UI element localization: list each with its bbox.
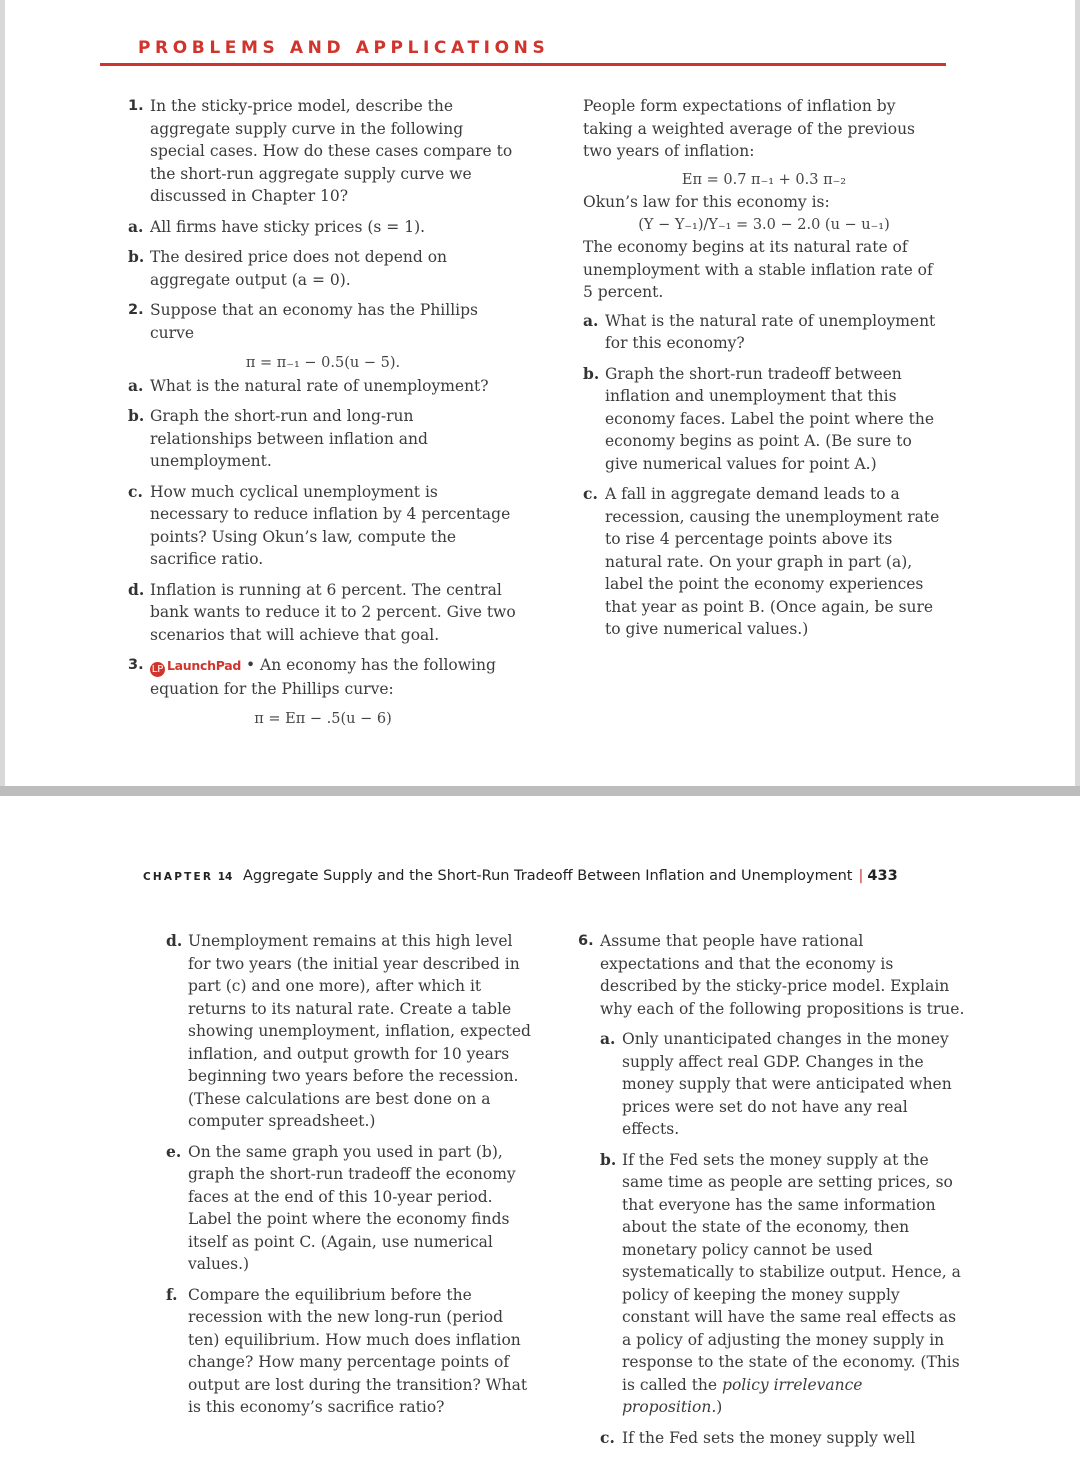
problem-3 — [128, 654, 518, 700]
problem-2a — [128, 375, 518, 398]
part-text-main: If the Fed sets the money supply at the same time as people are setting prices, so that everyone has the same information about the state of the economy, then monetary policy cannot be used systematically to stabilize output. Hence, a policy of keeping the money supply constant will have the same real effects as a policy of adjusting the money supply in response to the state of the economy. (This is called the — [622, 1150, 961, 1394]
part-text: Only unanticipated changes in the money supply affect real GDP. Changes in the money supply that were anticipated when prices were set do not have any real effects. — [622, 1030, 952, 1138]
part-letter: a. — [128, 216, 144, 236]
phillips-equation: π = π₋₁ − 0.5(u − 5). — [245, 355, 401, 371]
section-title: PROBLEMS AND APPLICATIONS — [138, 38, 550, 58]
part-letter: b. — [600, 1149, 617, 1169]
problem-6c — [600, 1427, 966, 1450]
part-text: Inflation is running at 6 percent. The central bank wants to reduce it to 2 percent. Give two scenarios that will achieve that goal. — [150, 580, 516, 644]
launchpad-label[interactable]: LaunchPad — [167, 658, 242, 673]
part-text: Graph the short-run and long-run relationships between inflation and unemployment. — [150, 407, 428, 470]
expectations-text: People form expectations of inflation by taking a weighted average of the previous two years of inflation: — [583, 97, 916, 160]
part-letter: c. — [600, 1427, 615, 1447]
part-text: What is the natural rate of unemployment? — [150, 376, 489, 395]
chapter-title: Aggregate Supply and the Short-Run Tradeoff Between Inflation and Unemployment — [242, 868, 853, 884]
phillips-equation-3: π = Eπ − .5(u − 6) — [254, 711, 392, 727]
page2-left-column — [166, 930, 534, 1427]
problem-number: 6. — [578, 933, 594, 949]
part-letter: f. — [166, 1284, 178, 1304]
policy-irrelevance-term: policy irrelevance proposition. — [622, 1375, 863, 1416]
problem-text — [150, 654, 518, 700]
part-letter: a. — [583, 310, 599, 330]
part-text: If the Fed sets the money supply well — [622, 1428, 916, 1447]
chapter-label: CHAPTER — [143, 871, 214, 883]
problem-text: Assume that people have rational expectations and that the economy is described by the sticky-price model. Explain why each of the following propositions is true. — [600, 932, 965, 1018]
part-letter: b. — [128, 406, 145, 425]
part-letter: a. — [600, 1029, 616, 1048]
page-separator — [0, 786, 1080, 796]
page-number: 433 — [867, 868, 898, 884]
launchpad-icon: LP — [151, 664, 164, 675]
problem-3b — [583, 363, 945, 476]
okun-intro: Okun’s law for this economy is: — [583, 193, 830, 211]
part-letter: d. — [166, 931, 183, 950]
part-letter: b. — [583, 363, 600, 383]
economy-begins-text: The economy begins at its natural rate of unemployment with a stable inflation rate of 5 percent. — [583, 238, 933, 301]
problem-number: 2. — [128, 302, 144, 318]
part-text: On the same graph you used in part (b), graph the short-run tradeoff the economy faces at the end of this 10-year period. Label the point where the economy finds itself as point C. (Again, use numerical values.) — [188, 1142, 516, 1273]
textbook-page-lower — [0, 796, 1080, 1447]
part-text: The desired price does not depend on aggregate output (a = 0). — [150, 248, 448, 289]
problem-number: 1. — [128, 98, 144, 114]
chapter-header — [143, 868, 898, 884]
page2-right-column — [578, 930, 966, 1457]
problem-6 — [578, 930, 966, 1020]
part-letter: d. — [128, 579, 145, 599]
part-text: All firms have sticky prices (s = 1). — [150, 217, 426, 236]
page1-left-column — [128, 95, 518, 731]
problem-text: Suppose that an economy has the Phillips curve — [150, 301, 479, 342]
part-letter: a. — [128, 375, 144, 395]
closing-paren: ) — [716, 1398, 723, 1416]
chapter-number: 14 — [217, 871, 233, 883]
problem-6b — [600, 1149, 966, 1419]
problem-1 — [128, 95, 518, 208]
part-text — [622, 1149, 966, 1419]
problem-number: 3. — [128, 657, 144, 673]
problem-3e — [166, 1141, 534, 1276]
problem-2 — [128, 299, 518, 344]
part-text: Unemployment remains at this high level for two years (the initial year described in part (c) and one more), after which it returns to its natural rate. Create a table showing unemployment, inflation, expected inflation, and output growth for 10 years beginning two years before the recession. (These calculations are best done on a computer spreadsheet.) — [188, 932, 531, 1130]
part-text: A fall in aggregate demand leads to a recession, causing the unemployment rate to rise 4 percentage points above its natural rate. On your graph in part (a), label the point the economy experiences that year as point B. (Once again, be sure to give numerical values.) — [605, 485, 940, 638]
problem-3a — [583, 310, 945, 355]
part-text: What is the natural rate of unemployment for this economy? — [605, 311, 936, 352]
header-divider: | — [858, 868, 864, 884]
okun-equation: (Y − Y₋₁)/Y₋₁ = 3.0 − 2.0 (u − u₋₁) — [638, 216, 890, 233]
section-title-rule — [100, 63, 946, 66]
problem-3d — [166, 930, 534, 1133]
problem-3f — [166, 1284, 534, 1419]
problem-1b — [128, 246, 518, 291]
problem-1a — [128, 216, 518, 239]
expectations-equation: Eπ = 0.7 π₋₁ + 0.3 π₋₂ — [681, 171, 847, 188]
part-letter: c. — [128, 481, 143, 501]
part-letter: b. — [128, 247, 145, 266]
part-text: Graph the short-run tradeoff between inflation and unemployment that this economy faces. Label the point where the economy begins as point A. (Be sure to give numerical values for point A.) — [605, 364, 935, 473]
problem-2b — [128, 405, 518, 473]
problem-text: In the sticky-price model, describe the aggregate supply curve in the following special cases. How do these cases compare to the short-run aggregate supply curve we discussed in Chapter 10? — [150, 97, 513, 205]
part-letter: c. — [583, 484, 598, 503]
part-text: Compare the equilibrium before the recession with the new long-run (period ten) equilibrium. How much does inflation change? How many percentage points of output are lost during the transition? What is this economy’s sacrifice ratio? — [188, 1285, 528, 1416]
part-letter: e. — [166, 1141, 182, 1161]
problem-3-intro: • An economy has the following equation for the Phillips curve: — [150, 656, 496, 698]
problem-2d — [128, 579, 518, 647]
problem-2c — [128, 481, 518, 571]
part-text: How much cyclical unemployment is necessary to reduce inflation by 4 percentage points? Using Okun’s law, compute the sacrifice ratio. — [150, 482, 511, 568]
page1-right-column — [583, 95, 945, 649]
problem-6a — [600, 1028, 966, 1141]
problem-3c — [583, 483, 945, 641]
